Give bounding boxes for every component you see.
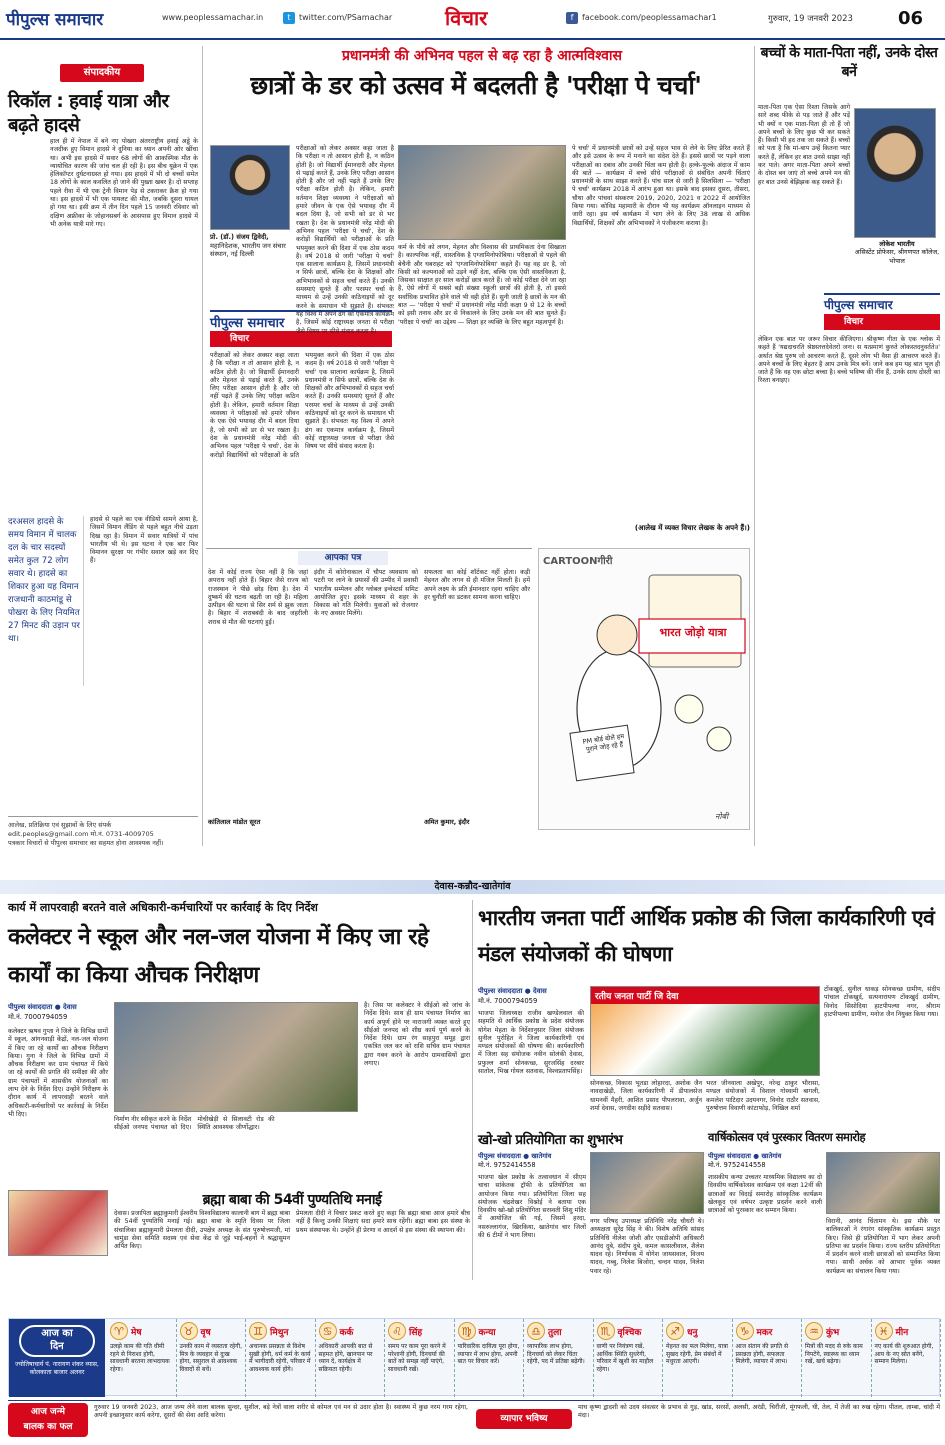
born-text: गुरुवार 19 जनवरी 2023, आज जन्म लेने वाला बालक सुन्दर, सुशील, बड़े नेत्रों वाला शरीर से कोमल एवं मन से उदार होता है। स्वास्थ्य में कुछ नरम गरम रहेगा, अपनी इच्छानुसार कार्य करेगा, दूसरों की सेवा आदि करेगा। <box>94 1404 468 1420</box>
inline-brand <box>824 293 940 311</box>
khokho-byline: पीपुल्स संवाददाता ● खातेगांव <box>478 1152 552 1160</box>
section-title: विचार <box>445 6 488 30</box>
born-label-1: आज जन्मे <box>31 1407 65 1417</box>
collector-body-2: है। जिस पर कलेक्टर ने सीईओ को जांच के निर्देश दिये। साथ ही ग्राम पंचायत निर्माण का कार्य अपूर्ण होने पर नाराजगी व्यक्त करते हुए सीईओ जनपद को शीघ्र कार्य पूर्ण करने के निर्देश दिये। ग्राम रंग साहपुरा समूह द्वारा एकत्रित जल कर को राशि सचिव ग्राम पंचायत द्वारा गबन करने के आरोप ग्रामवासियों द्वारा लगाए। <box>364 1002 470 1068</box>
brahma-photo <box>8 1190 108 1256</box>
footer-strip <box>8 1400 940 1440</box>
collector-byline: पीपुल्स संवाददाता ● देवास <box>8 1003 77 1011</box>
khokho-phone[interactable]: मो.नं. 9752414558 <box>478 1161 536 1169</box>
disclaimer: पत्रकार विचारों से पीपुल्स समाचार का सहमत होना आवश्यक नहीं। <box>8 839 164 847</box>
rashi-grid <box>107 1319 941 1397</box>
bjp-title: भारतीय जनता पार्टी आर्थिक प्रकोष्ठ की जिला कार्यकारिणी एवं मंडल संयोजकों की घोषणा <box>478 906 935 966</box>
page-number: 06 <box>898 8 924 29</box>
zodiac-icon: ♎ <box>527 1322 545 1340</box>
region-bar <box>0 880 945 894</box>
twitter-handle[interactable]: twitter.com/PSamachar <box>299 13 393 22</box>
cartoon-drawing <box>539 549 751 831</box>
bjp-photo-banner: रतीय जनता पार्टी जि देवा <box>591 987 819 1004</box>
born-label-2: बालक का फल <box>23 1422 73 1432</box>
rashi-head <box>666 1321 729 1341</box>
zodiac-icon: ♌ <box>388 1322 406 1340</box>
lead-kicker: प्रधानमंत्री की अभिनव पहल से बढ़ रहा है आत्मविश्वास <box>341 48 623 64</box>
market-text: माघ कृष्ण द्वादशी को उदय संवत्सर के प्रभाव से गुड़, खांड, सरसों, अलसी, अरंडी, चिरौंजी, मूंगफली, घी, तेल, में तेजी का रुख रहेगा। पीतल, ताम्बा, चांदी में मंदा। <box>578 1404 940 1420</box>
rashi-name: मीन <box>895 1327 909 1338</box>
rashi-head <box>110 1321 173 1341</box>
rashi-cell <box>872 1319 942 1397</box>
editorial-column <box>8 46 198 891</box>
facebook-handle[interactable]: facebook.com/peoplessamachar1 <box>582 13 717 22</box>
annual-byline: पीपुल्स संवाददाता ● खातेगांव <box>708 1152 782 1160</box>
zodiac-icon: ♓ <box>875 1322 893 1340</box>
collector-byline-block <box>8 1002 108 1022</box>
rashi-cell <box>663 1319 733 1397</box>
rashi-text: मेहनत का फल मिलेगा, यात्रा सुखद रहेगी, प्रेम संबंधों में मधुरता आएगी। <box>666 1343 728 1366</box>
contact-email[interactable]: edit.peoples@gmail.com मो.नं. 0731-4009705 <box>8 830 154 838</box>
rashi-text: अधिकारी आपकी बात से सहमत होंगे, खानपान पर ध्यान दें, कार्यक्षेत्र में सक्रियता रहेगी। <box>318 1343 373 1373</box>
collector-body: कलेक्टर ऋषव गुप्ता ने जिले के विभिन्न ग्रामों में स्कूल, आंगनवाड़ी केंद्रों, नल-जल योजना में किए जा रहे कार्यों का औचक निरीक्षण किया। गुना ने जिले के विभिन्न ग्रामों में औचक निरीक्षण कर ग्राम पंचायत में किये जा रहे कार्यों की प्रगति की समीक्षा की और ग्राम पंचायतों में शासकीय योजनाओं का लाभ देने के निर्देश दिए। उन्होंने निरीक्षण के दौरान कार्य में लापरवाही बरतने वाले अधिकारी-कर्मचारियों पर कार्रवाई के निर्देश भी दिए। <box>8 1028 108 1118</box>
author-credit <box>210 233 292 259</box>
rashi-name: कुंभ <box>826 1327 840 1338</box>
lead-col-1: परीक्षाओं को लेकर अक्सर कहा जाता है कि परीक्षा न तो आसान होती है, न कठिन होती है। जो विद्यार्थी ईमानदारी और मेहनत से पढ़ाई करते हैं, उनके लिए परीक्षा आसान होती है और जो नहीं पढ़ते हैं उनके लिए परीक्षा कठिन होती है। लेकिन, हमारी वर्तमान शिक्षा व्यवस्था ने परीक्षाओं को हमारे जीवन के एक ऐसे भयावह दौर में बदल दिया है, जो सभी को डर से भर रखता है। देश के प्रधानमंत्री नरेंद्र मोदी की अभिनव पहल 'परीक्षा पे चर्चा', देश के करोड़ों विद्यार्थियों को परीक्षाओं के प्रति भयमुक्त करने की दिशा में एक ठोस कदम है। वर्ष 2018 से जारी 'परीक्षा पे चर्चा' एक सालाना कार्यक्रम है, जिसमें प्रधानमंत्री न सिर्फ छात्रों, बल्कि देश के शिक्षकों और अभिभावकों से सहज चर्चा करते हैं। उनकी समस्याएं सुनते हैं और परस्पर चर्चा के माध्यम से उन्हें उनकी कठिनाइयों को दूर करने के समाधान भी सुझाते हैं। संभवतः यह विश्व में अपने ढंग का एकमात्र कार्यक्रम है, जिसमें कोई राष्ट्राध्यक्ष जनता से परीक्षा जैसे विषय पर सीधे संवाद करता है। <box>210 352 394 459</box>
columnist-role: असिस्टेंट प्रोफेसर, श्रीगणपत कॉलेज, भोपाल <box>854 248 940 265</box>
collector-kicker: कार्य में लापरवाही बरतने वाले अधिकारी-कर्मचारियों पर कार्रवाई के दिए निर्देश <box>8 901 318 914</box>
rashi-name: मकर <box>756 1327 773 1338</box>
rashi-text: मित्रों की मदद से रुके काम निपटेंगे, स्वास्थ्य का ध्यान रखें, खर्च बढ़ेगा। <box>805 1343 863 1366</box>
brahma-body-2: प्रेमलता दीदी ने विचार प्रकट करते हुए कहा कि ब्रह्मा बाबा आज हमारे बीच नहीं हैं किन्तु उनकी शिक्षाएं सदा हमारे साथ रहेंगी। ब्रह्मा बाबा इस संस्था के प्रथम संस्थापक थे। उन्होंने ही प्रेरणा व आदर्श से इस संस्था की स्थापना की। <box>296 1210 470 1234</box>
column-rule <box>202 46 203 846</box>
rashi-head <box>805 1321 868 1341</box>
collector-title: कलेक्टर ने स्कूल और नल-जल योजना में किए जा रहे कार्यों का किया औचक निरीक्षण <box>8 924 429 988</box>
letter-1-signature: कांतिलाल मांडोत सूरत <box>208 818 261 826</box>
rashi-cell <box>316 1319 386 1397</box>
editorial-label: संपादकीय <box>60 64 144 82</box>
rashi-text: आज संतान की प्रगति से प्रसन्नता होगी, सफलता मिलेगी, व्यापार में लाभ। <box>735 1343 789 1366</box>
lead-col-2: कर्म के पौधे को लगन, मेहनत और विश्वास की प्राथमिकता देना सिखाता है। काल्पनिक नहीं, वास्तविक है एग्जामिनोफोबिया। परीक्षाओं से पहले की बेचैनी और घबराहट को 'एग्जामिनोफोबिया' कहते हैं। यह वह डर है, जो किसी को कल्पनाओं को उड़ने नहीं देता, बल्कि एक ऐसी वास्तविकता है, जिसका साक्षात हर साल करोड़ों छात्र करते हैं। जो कोई परीक्षा देने जा रहा है, ऐसे लोगों में सबसे बड़ी संख्या स्कूली छात्रों की होती है, तो इससे सर्वाधिक प्रभावित होने वाले भी वही होते हैं। सुनी जाती है छात्रों के मन की बात — 'परीक्षा पे चर्चा' में प्रधानमंत्री नरेंद्र मोदी कक्षा 9 से 12 के बच्चों को इसी तनाव और डर से निकालने के लिए उनके मन की बात सुनते हैं। 'परीक्षा पे चर्चा' का उद्देश्य — शिक्षा हर व्यक्ति के लिए बहुत महत्वपूर्ण है। <box>398 244 566 326</box>
author-name: प्रो. (डॉ.) संजय द्विवेदी, <box>210 233 269 241</box>
lead-title: छात्रों के डर को उत्सव में बदलती है 'परीक्षा पे चर्चा' <box>250 71 702 100</box>
author-role: महानिदेशक, भारतीय जन संचार संस्थान, नई दिल्ली <box>210 241 286 259</box>
editorial-title: रिकॉल : हवाई यात्रा और बढ़ते हादसे <box>8 91 169 136</box>
brand-logo[interactable]: पीपुल्स समाचार <box>6 10 104 30</box>
horoscope-box <box>8 1318 940 1396</box>
rashi-text: नए कार्य की शुरुआत होगी, आय के नए स्रोत बनेंगे, सम्मान मिलेगा। <box>874 1343 934 1366</box>
rashi-head <box>597 1321 660 1341</box>
author-photo <box>210 145 290 230</box>
lead-byline: (आलेख में व्यक्त विचार लेखक के अपने हैं।) <box>634 524 750 532</box>
rashi-name: कन्या <box>478 1327 496 1338</box>
divider <box>8 816 198 817</box>
rashi-text: पारिवारिक दायित्व पूरा होगा, व्यापार में लाभ होगा, अपनी बात पर विचार करें। <box>457 1343 520 1366</box>
zodiac-icon: ♍ <box>458 1322 476 1340</box>
rashi-name: तुला <box>548 1327 562 1338</box>
rashi-cell <box>524 1319 594 1397</box>
horoscope-badge <box>19 1325 95 1357</box>
cartoon-title: CARTOONगीरी <box>543 556 613 567</box>
editorial-body-2: हादसे से पहले का एक वीडियो सामने आया है, जिसमें विमान लैंडिंग से पहले बहुत नीचे उड़ता दिख रहा है। विमान में सवार यात्रियों में पांच भारतीय भी थे। इस घटना ने एक बार फिर विमानन सुरक्षा पर गंभीर सवाल खड़े कर दिए हैं। <box>90 516 198 565</box>
rashi-name: वृष <box>200 1327 211 1338</box>
rashi-name: मेष <box>131 1327 142 1338</box>
cartoon-placard: PM बोर्ड बोले हम पुराने जोड़ रहे हैं <box>582 732 625 754</box>
rashi-text: उलझे काम की गति धीमी रहने से निराशा होगी, सावधानी बरतना लाभदायक रहेगा। <box>110 1343 170 1373</box>
inline-section-label: विचार <box>824 314 940 330</box>
rashi-text: व्यापारिक लाभ होगा, दिनचर्या को लेकर चिंता रहेगी, पद में प्रतिष्ठा बढ़ेगी। <box>527 1343 585 1366</box>
column-rule <box>472 900 473 1280</box>
rashi-name: सिंह <box>409 1327 423 1338</box>
letter-2: इंदौर में कोरोनाकाल में चौपट व्यवसाय को पटरी पर लाने के प्रयासों की उम्मीद में प्रवासी भारतीय सम्मेलन और ग्लोबल इन्वेस्टर्स समिट आयोजित हुए। इसके माध्यम से शहर के विकास को गति मिलेगी। युवाओं को रोजगार के नए अवसर मिलेंगे। <box>314 569 418 618</box>
market-label: व्यापार भविष्य <box>476 1409 572 1429</box>
annual-photo <box>826 1152 940 1214</box>
rashi-text: उनकी काम में व्यस्तता रहेगी, मित्र के व्यवहार से दुःख होगा, ससुराल से आवश्यक विवादों से बचें। <box>179 1343 242 1373</box>
rashi-cell <box>107 1319 177 1397</box>
rashi-head <box>875 1321 938 1341</box>
rashi-head <box>319 1321 382 1341</box>
annual-byline-block <box>708 1152 828 1170</box>
khokho-body: भाजपा खेल प्रकोष्ठ के तत्वावधान में सीएम चाचा सांकेतक ट्रॉफी के प्रतियोगिता का आयोजन किया गया। प्रतियोगिता जिला सह संयोजक चंद्रशेखर विश्नोई ने बताया एक दिवसीय खो-खो प्रतियोगिता सरस्वती शिशु मंदिर में आयोजित की गई, जिसमें हरदा, नसरुल्लागंज, खिरकिया, खातेगांव चार जिलों की 6 टीमों ने भाग लिया। <box>478 1174 586 1240</box>
issue-date: गुरुवार, 19 जनवरी 2023 <box>768 14 853 24</box>
letters-header: आपका पत्र <box>298 551 388 565</box>
horoscope-title-1: आज <box>41 1328 59 1339</box>
rashi-head <box>180 1321 243 1341</box>
rashi-head <box>249 1321 312 1341</box>
rashi-cell <box>733 1319 803 1397</box>
cartoon-artist: नोबी <box>715 812 729 821</box>
masthead <box>0 0 945 40</box>
bjp-body-3: भरत जीनवाला अखेपुर, नरेन्द्र ठाकुर भौरासा, मण्डल संयोजकों में विशाल गोस्वामी बागली, कमलेश पाटिदार उदयनगर, विनोद राठौर सतवास, पुरुषोत्तम विवाणी कांटाफोड़, निखिल शर्मा <box>706 1080 820 1112</box>
rashi-text: समय पर काम पूरा करने में परेशानी होगी, दिनचर्या की बातें को समझ नहीं पाएंगे, सावधानी रखें। <box>388 1343 446 1373</box>
khokho-byline-block <box>478 1152 598 1170</box>
cartoon-panel <box>538 548 750 830</box>
khokho-body-2: नगर परिषद् उपाध्यक्ष प्रतिनिधि नरेंद्र चौधरी थे। अध्यक्षता सुरेंद्र सिंह ने की। विशेष अतिथि सांसद प्रतिनिधि नीलेश जोशी और एसडीओपी अधिकारी आनंद दुबे, संदीप दुबे, कमल कासलीवाल, शैलेश यादव रहे। निर्णायक में योगेश जायसवाल, विजय यादव, गब्बु, निलेश बिजोरा, चन्दन यादव, निलेश पवार रहे। <box>590 1218 704 1275</box>
zodiac-icon: ♏ <box>597 1322 615 1340</box>
rashi-head <box>458 1321 521 1341</box>
parents-title: बच्चों के माता-पिता नहीं, उनके दोस्त बनें <box>760 45 938 80</box>
zodiac-icon: ♑ <box>736 1322 754 1340</box>
editorial-body: हाल ही में नेपाल में बने नए पोखरा अंतरराष्ट्रीय हवाई अड्डे के नजदीक हुए विमान हादसे ने दुनिया का ध्यान अपनी ओर खींचा था। अभी इस हादसे में सवार 68 लोगों की आकस्मिक मौत के न्यायोचित कारण की जांच चल ही रही है। इस बीच यूक्रेन में एक हेलिकॉप्टर दुर्घटनाग्रस्त हो गया। इस हादसे में भी दो बच्चों समेत 18 लोगों के काल कवलित हो जाने की पुख्ता खबर है। दो सप्ताह पहले रीवा में भी एक ट्रेनी विमान पेड़ से टकराकर क्रैश हो गया था। इस हादसे में भी एक पायलट की मौत, जबकि दूसरा घायल हो गया था। इसी क्रम में तीन दिन पहले 15 जनवरी रविवार को दक्षिण अफ्रीका के जोहानसबर्ग के आसपास हुए विमान हादसे में भी अनेक यात्री मारे गए। <box>50 138 198 228</box>
zodiac-icon: ♐ <box>666 1322 684 1340</box>
annual-body: शासकीय कन्या उच्चतर माध्यमिक विद्यालय का दो दिवसीय वार्षिकोत्सव कार्यक्रम एवं कक्षा 12वीं की छात्राओं का विदाई समारोह सांस्कृतिक कार्यक्रम खेलकूद एवं वर्षभर उत्कृष्ट प्रदर्शन करने वाली छात्राओं को पुरस्कार कर सम्मान किया। <box>708 1174 822 1215</box>
facebook-icon: f <box>566 12 578 24</box>
bjp-byline-block <box>478 986 586 1006</box>
editorial-contact <box>8 821 198 848</box>
rashi-head <box>388 1321 451 1341</box>
rashi-name: वृश्चिक <box>617 1327 642 1338</box>
khokho-photo <box>590 1152 704 1214</box>
bjp-body-2: सोनकच्छ, विकास भूतडा लोहारदा, अशोक जैन नावदाखेड़ी, जिला कार्यकारिणी में डीपालसेज धामनवीं मैहरी, आशित प्रसाद पीपलरावा, अर्जुन शर्मा देवास, जगदीश सड़ीदे सतवास। <box>590 1080 702 1112</box>
columnist-name: लोकेश भारतीय <box>879 240 915 248</box>
horoscope-title-3: दिन <box>50 1341 64 1352</box>
bjp-phone[interactable]: मो.नं. 7000794059 <box>478 997 538 1005</box>
rashi-cell <box>455 1319 525 1397</box>
zodiac-icon: ♒ <box>805 1322 823 1340</box>
lead-col-3: पे चर्चा' में प्रधानमंत्री छात्रों को उन्हें सहज भाव से लेने के लिए प्रेरित करते हैं और इसे उत्सव के रूप में मनाने का संदेश देते हैं। इससे छात्रों पर पड़ने वाला परीक्षाओं का दबाव और उनकी चिंता कम होती है। हल्के-फुल्के अंदाज में काम की बातें — कार्यक्रम में बच्चे सीधे परीक्षाओं से संबंधित अपनी चिंताएं प्रधानमंत्री के साथ साझा करते हैं। पांच साल से जारी है सिलसिला — 'परीक्षा पे चर्चा' कार्यक्रम 2018 में आरंभ हुआ था। इसके बाद इसका दूसरा, तीसरा, चौथा और पांचवां संस्करण 2019, 2020, 2021 व 2022 में आयोजित किया गया। कोविड महामारी के दौरान भी यह कार्यक्रम ऑनलाइन माध्यम से जारी रहा। इस वर्ष कार्यक्रम में भाग लेने के लिए 38 लाख से अधिक विद्यार्थियों, शिक्षकों और अभिभावकों ने पंजीकरण कराया है। <box>572 145 750 227</box>
editorial-pullquote: दरअसल हादसे के समय विमान में चालक दल के चार सदस्यों समेत कुल 72 लोग सवार थे। हादसे का शिकार हुआ यह विमान राजधानी काठमांडू से पोखरा के लिए नियमित 27 मिनट की उड़ान पर था। <box>8 516 84 686</box>
horoscope-credit: ज्योतिषाचार्य पं. नारायण शंकर व्यास, कोलकाता बाजार अलवर <box>15 1361 99 1376</box>
letters-box <box>206 548 532 830</box>
zodiac-icon: ♉ <box>180 1322 198 1340</box>
born-label <box>8 1403 88 1437</box>
rashi-cell <box>594 1319 664 1397</box>
lead-col-1-top: परीक्षाओं को लेकर अक्सर कहा जाता है कि परीक्षा न तो आसान होती है, न कठिन होती है। जो विद्यार्थी ईमानदारी और मेहनत से पढ़ाई करते हैं, उनके लिए परीक्षा आसान होती है और जो नहीं पढ़ते हैं उनके लिए परीक्षा कठिन होती है। लेकिन, हमारी वर्तमान शिक्षा व्यवस्था ने परीक्षाओं को हमारे जीवन के एक ऐसे भयावह दौर में बदल दिया है, जो सभी को डर से भर रखता है। देश के प्रधानमंत्री नरेंद्र मोदी की अभिनव पहल 'परीक्षा पे चर्चा', देश के करोड़ों विद्यार्थियों को परीक्षाओं के प्रति भयमुक्त करने की दिशा में एक ठोस कदम है। वर्ष 2018 से जारी 'परीक्षा पे चर्चा' एक सालाना कार्यक्रम है, जिसमें प्रधानमंत्री न सिर्फ छात्रों, बल्कि देश के शिक्षकों और अभिभावकों से सहज चर्चा करते हैं। उनकी समस्याएं सुनते हैं और परस्पर चर्चा के माध्यम से उन्हें उनकी कठिनाइयों को दूर करने के समाधान भी सुझाते हैं। संभवतः यह विश्व में अपने ढंग का एकमात्र कार्यक्रम है, जिसमें कोई राष्ट्राध्यक्ष जनता से परीक्षा जैसे विषय पर सीधे संवाद करता है। <box>296 145 394 335</box>
rashi-cell <box>177 1319 247 1397</box>
rashi-text: वाणी पर नियंत्रण रखें, आर्थिक स्थिति सुधरेगी, परिवार में खुशी का माहौल रहेगा। <box>596 1343 654 1373</box>
annual-title: वार्षिकोत्सव एवं पुरस्कार वितरण समारोह <box>708 1130 866 1144</box>
inline-brand-name: पीपुल्स समाचार <box>210 316 285 331</box>
brahma-title: ब्रह्मा बाबा की 54वीं पुण्यतिथि मनाई <box>202 1192 382 1208</box>
rashi-head <box>527 1321 590 1341</box>
column-rule <box>754 46 755 846</box>
parents-body: माता-पिता एक ऐसा रिश्ता जिसके आगे सारे शब्द फीके से पड़ जाते हैं और पड़ें भी क्यों न एक माता-पिता ही तो हैं जो अपने बच्चों के लिए कुछ भी कर सकते हैं। किसी भी हद तक जा सकते हैं। बच्चों को पता है कि मां-बाप उन्हें कितना प्यार करते हैं, लेकिन हर बात उनसे साझा नहीं कर पाते। अगर माता-पिता अपने बच्चों के दोस्त बन जाएं तो बच्चे अपने मन की हर बात उनसे बेझिझक कह सकते हैं। <box>758 104 850 186</box>
horoscope-header <box>9 1319 105 1397</box>
contact-label: आलेख, प्रतिक्रिया एवं सुझावों के लिए संपर्क <box>8 821 112 829</box>
columnist-credit <box>854 240 940 265</box>
rashi-cell <box>246 1319 316 1397</box>
rashi-text: अचानक प्रसन्नता से विशेष सुखी होगी, धर्म कर्म के कार्य में भागीदारी रहेगी, परिवार में आवश्यक कार्य होंगे। <box>249 1343 311 1373</box>
collector-caption: निर्माण नीर स्वीकृत करने के निर्देश सीईओ जनपद पंचायत को दिए। मोचीखेड़ी से सिलावटी रोड की स्थिति आवश्यक जीर्णोद्धार। <box>114 1116 275 1132</box>
inline-brand-name: पीपुल्स समाचार <box>824 298 893 312</box>
annual-phone[interactable]: मो.नं. 9752414558 <box>708 1161 766 1169</box>
bjp-body-4: टोंकखुर्द, सुनील धाकड़ सोनकच्छ ग्रामीण, संदीप पांचाल टोंकखुर्द, सत्यनारायण टोंकखुर्द ग्रामीण, विनोद सिसोदिया हाटपीपल्या नगर, श्रीराम हाटपीपल्या ग्रामीण, मनोज जैन नियुक्त किया गया। <box>824 986 940 1018</box>
horoscope-title-2: का <box>62 1328 73 1339</box>
annual-body-3: विरानी, आनंद चिंतामन थे। इस मौके पर बालिकाओं ने रंगारंग सांस्कृतिक कार्यक्रम प्रस्तुत किए। जिसे ही प्रतियोगिता में भाग लेकर अपनी प्रतिभा का प्रदर्शन किया। राज्य स्तरीय प्रतियोगिता में प्रदर्शन करने वाली छात्राओं को सम्मानित किया गया। साथी अर्चक को आभार पूर्वक व्यक्त कार्यक्रम का संचालन किया गया। <box>826 1218 940 1275</box>
bjp-body: भाजपा जिलाध्यक्ष राजीव खण्डेलवाल की सहमति से आर्थिक प्रकोष्ठ के प्रदेश संयोजक योगेश मेहता के निर्देशानुसार जिला संयोजक सुनील पुरोहित ने जिला कार्यकारिणी एवं मण्डल संयोजकों की घोषणा की। कार्यकारिणी में जिला सह संयोजक नवीन सोलंकी देवास, प्रफुल्ल शर्मा सोनकच्छ, सुरजसिंह दरबार सातोल, भिख गोयल सतवास, विश्वप्रतापसिंह। <box>478 1010 584 1076</box>
khokho-title: खो-खो प्रतियोगिता का शुभारंभ <box>478 1132 623 1148</box>
letter-1: देश में कोई राज्य ऐसा नहीं है कि जहां अपराध नहीं होते हैं। बिहार जैसे राज्य को राजस्थान ने पीछे छोड़ दिया है। देश में दुष्कर्म की घटना बढ़ती जा रही है। महिला उत्पीड़न की घटना से सिर शर्म से झुक जाता है। बिहार में शराबबंदी के बाद जहरीली शराब से मौत की घटनाएं हुईं। <box>208 569 308 626</box>
collector-phone[interactable]: मो.नं. 7000794059 <box>8 1013 68 1021</box>
inline-section-label: विचार <box>210 331 392 347</box>
parents-body-2: लेकिन एक बात पर जरूर विचार कीजिएगा। श्रीकृष्ण गीता के एक श्लोक में कहते हैं 'यद्यदाचरति श्रेष्ठस्तत्तदेवेतरो जनः। स यत्प्रमाणं कुरुते लोकस्तदनुवर्तते॥' अर्थात श्रेष्ठ पुरुष जो आचरण करते हैं, दूसरे लोग भी वैसा ही आचरण करते हैं। अपने बच्चों के लिए बेहतर है आप उनके मित्र बनें। जाने कब हम यह बात भूल ही जाते हैं कि वह एक छोटा बच्चा है। बच्चे भविष्य की नींव हैं, उनके साथ दोस्ती का रिश्ता बनाइए। <box>758 336 940 385</box>
collector-photo <box>114 1002 358 1112</box>
bjp-photo <box>590 986 820 1076</box>
rashi-cell <box>802 1319 872 1397</box>
rashi-head <box>736 1321 799 1341</box>
pm-photo <box>398 145 566 240</box>
letter-3-signature: अमित कुमार, इंदौर <box>424 818 470 826</box>
region-title: देवास-कन्नौद-खातेगांव <box>434 881 511 892</box>
zodiac-icon: ♈ <box>110 1322 128 1340</box>
letter-3: सफलता का कोई शॉर्टकट नहीं होता। कड़ी मेहनत और लगन से ही मंजिल मिलती है। हमें अपने लक्ष्य के प्रति ईमानदार रहना चाहिए और हर चुनौती का डटकर सामना करना चाहिए। <box>424 569 530 601</box>
bjp-byline: पीपुल्स संवाददाता ● देवास <box>478 987 547 995</box>
site-url[interactable]: www.peoplessamachar.in <box>162 13 264 22</box>
brahma-body: देवास। प्रजापिता ब्रह्माकुमारी ईश्वरीय विश्वविद्यालय कालानी बाग में ब्रह्मा बाबा की 54वीं पुण्यतिथि मनाई गई। ब्रह्मा बाबा के स्मृति दिवस पर जिला संचालिका ब्रह्माकुमारी प्रेमलता दीदी, उपक्षेत्र अध्यक्ष के संत पुरुषोत्तमजी, मां चामुंडा सेवा समिति सदस्य एवं सेवा केंद्र से जुड़े भाई-बहनों ने श्रद्धासुमन अर्पित किए। <box>114 1210 290 1251</box>
rashi-name: मिथुन <box>270 1327 289 1338</box>
columnist-photo <box>854 108 936 238</box>
zodiac-icon: ♋ <box>319 1322 337 1340</box>
rashi-cell <box>385 1319 455 1397</box>
twitter-icon: t <box>283 12 295 24</box>
rashi-name: धनु <box>687 1327 698 1338</box>
cartoon-banner: भारत जोड़ो यात्रा <box>659 626 727 639</box>
zodiac-icon: ♊ <box>249 1322 267 1340</box>
rashi-name: कर्क <box>339 1327 354 1338</box>
